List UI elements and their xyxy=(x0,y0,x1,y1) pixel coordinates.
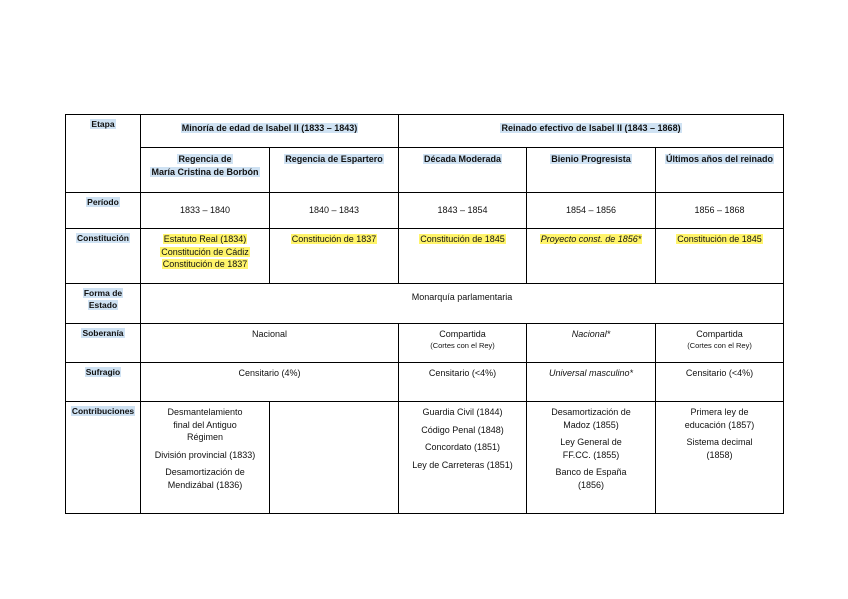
contribucion-line: Primera ley de xyxy=(690,407,749,417)
contribucion-line: Desamortización de xyxy=(165,467,245,478)
subetapa-espartero-text: Regencia de Espartero xyxy=(285,154,383,164)
contribuciones-5 xyxy=(656,402,784,514)
contribucion-line: Régimen xyxy=(186,432,224,443)
soberania-5 xyxy=(656,324,784,363)
etapa-reinado xyxy=(399,115,784,148)
forma-estado-value: Monarquía parlamentaria xyxy=(141,284,784,324)
etapa-minoria xyxy=(141,115,399,148)
subetapa-progresista xyxy=(527,148,656,193)
label-sufragio-text: Sufragio xyxy=(85,367,121,377)
contribucion-item xyxy=(144,449,266,462)
soberania-1: Nacional xyxy=(141,324,399,363)
label-forma-estado-line2: Estado xyxy=(88,299,118,310)
constitucion-1-line2: Constitución de Cádiz xyxy=(161,246,249,257)
etapa-minoria-text: Minoría de edad de Isabel II (1833 – 1843) xyxy=(181,123,358,133)
contribucion-item: Ley de Carreteras (1851) xyxy=(412,459,513,470)
contribucion-item xyxy=(144,466,266,491)
contribucion-line: Desmantelamiento xyxy=(167,407,243,417)
contribucion-line: Madoz (1855) xyxy=(563,419,619,430)
contribucion-line: (1858) xyxy=(706,449,733,460)
contribucion-item xyxy=(659,406,780,431)
periodo-4: 1854 – 1856 xyxy=(527,193,656,229)
label-constitucion-text: Constitución xyxy=(77,233,129,243)
label-contribuciones xyxy=(66,402,141,514)
contribucion-line: Mendizábal (1836) xyxy=(167,479,243,490)
subetapa-ultimos-text: Últimos años del reinado xyxy=(666,154,774,164)
etapa-reinado-text: Reinado efectivo de Isabel II (1843 – 1868) xyxy=(501,123,681,133)
label-contribuciones-text: Contribuciones xyxy=(71,406,135,416)
contribucion-item xyxy=(530,406,652,431)
contribucion-line: Banco de España xyxy=(555,467,627,478)
soberania-5-text: Compartida xyxy=(696,329,743,339)
label-periodo-text: Período xyxy=(87,197,119,207)
constitucion-4-text: Proyecto const. de 1856* xyxy=(540,234,642,244)
periodo-2: 1840 – 1843 xyxy=(270,193,399,229)
contribucion-line: educación (1857) xyxy=(684,419,755,430)
contribucion-line: Sistema decimal xyxy=(686,437,753,448)
contribucion-item xyxy=(144,406,266,444)
contribucion-item xyxy=(659,436,780,461)
constitucion-1 xyxy=(141,229,270,284)
sufragio-4: Universal masculino* xyxy=(527,363,656,402)
constitucion-5-text: Constitución de 1845 xyxy=(677,234,762,244)
contribucion-line: FF.CC. (1855) xyxy=(562,449,620,460)
soberania-3 xyxy=(399,324,527,363)
contribuciones-3 xyxy=(399,402,527,514)
contribucion-item xyxy=(530,436,652,461)
constitucion-2 xyxy=(270,229,399,284)
contribucion-line: Desamortización de xyxy=(551,407,631,417)
periodo-5: 1856 – 1868 xyxy=(656,193,784,229)
contribuciones-4 xyxy=(527,402,656,514)
label-etapa-text: Etapa xyxy=(91,119,115,129)
subetapa-progresista-text: Bienio Progresista xyxy=(551,154,631,164)
label-constitucion xyxy=(66,229,141,284)
subetapa-moderada-text: Década Moderada xyxy=(424,154,502,164)
soberania-3-sub: (Cortes con el Rey) xyxy=(430,340,495,350)
contribucion-line: final del Antiguo xyxy=(173,419,237,430)
label-soberania xyxy=(66,324,141,363)
contribucion-item: Guardia Civil (1844) xyxy=(422,407,503,417)
subetapa-espartero xyxy=(270,148,399,193)
label-forma-estado-line1: Forma de xyxy=(83,288,123,298)
sufragio-5: Censitario (<4%) xyxy=(656,363,784,402)
constitucion-4 xyxy=(527,229,656,284)
contribucion-item xyxy=(530,466,652,491)
label-etapa xyxy=(66,115,141,193)
label-forma-estado xyxy=(66,284,141,324)
constitucion-1-line3: Constitución de 1837 xyxy=(162,259,248,270)
subetapa-ultimos xyxy=(656,148,784,193)
soberania-5-sub: (Cortes con el Rey) xyxy=(687,340,752,350)
periodo-1: 1833 – 1840 xyxy=(141,193,270,229)
constitucion-3-text: Constitución de 1845 xyxy=(420,234,505,244)
subetapa-regencia-mc-line2: María Cristina de Borbón xyxy=(151,166,259,177)
sufragio-3: Censitario (<4%) xyxy=(399,363,527,402)
constitucion-1-line1: Estatuto Real (1834) xyxy=(163,234,247,244)
subetapa-moderada xyxy=(399,148,527,193)
contribuciones-1 xyxy=(141,402,270,514)
label-periodo xyxy=(66,193,141,229)
soberania-3-text: Compartida xyxy=(439,329,486,339)
subetapa-regencia-mc-line1: Regencia de xyxy=(178,154,232,164)
contribucion-item: Código Penal (1848) xyxy=(421,424,504,435)
soberania-4: Nacional* xyxy=(527,324,656,363)
subetapa-regencia-mc xyxy=(141,148,270,193)
contribucion-line: (1856) xyxy=(578,479,605,490)
contribucion-item: Concordato (1851) xyxy=(424,442,501,453)
contribucion-line: División provincial (1833) xyxy=(154,449,256,460)
constitucion-2-text: Constitución de 1837 xyxy=(291,234,377,244)
label-soberania-text: Soberanía xyxy=(82,328,124,338)
contribuciones-2 xyxy=(270,402,399,514)
constitucion-3 xyxy=(399,229,527,284)
periodo-3: 1843 – 1854 xyxy=(399,193,527,229)
sufragio-1: Censitario (4%) xyxy=(141,363,399,402)
isabel-ii-table xyxy=(65,114,784,514)
label-sufragio xyxy=(66,363,141,402)
contribucion-line: Ley General de xyxy=(560,437,622,448)
constitucion-5 xyxy=(656,229,784,284)
